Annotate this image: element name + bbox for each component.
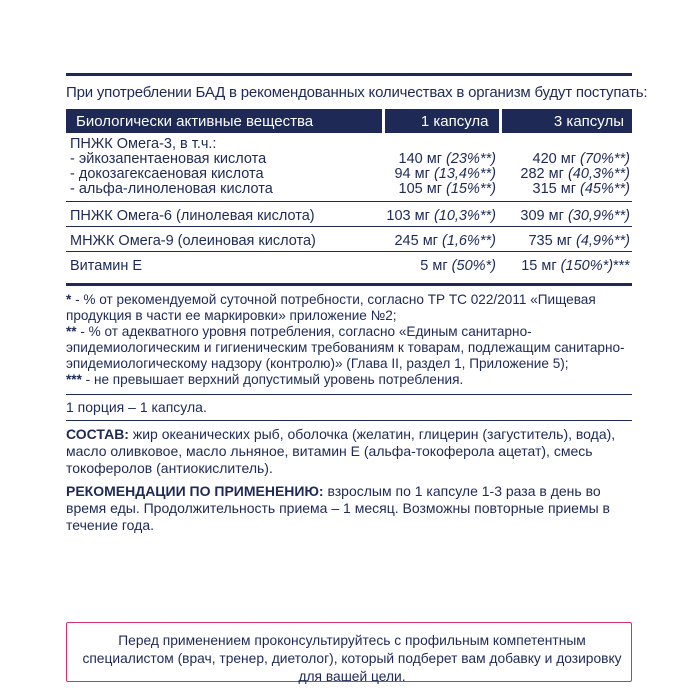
omega3-item-value: 315 мг (45%**) — [532, 181, 630, 197]
omega6-name: ПНЖК Омега-6 (линолевая кислота) — [66, 202, 383, 227]
warning-box — [66, 622, 632, 682]
vitamin-e-value-3: 15 мг (150%*)*** — [521, 258, 630, 274]
omega3-item-name: - докозагексаеновая кислота — [70, 166, 264, 182]
warning-text: Перед применением проконсультируйтесь с профильным компетентным специалистом (врач, тренер, диетолог), который подберет вам добавку и дозировку для вашей цели. — [82, 633, 622, 684]
vitamin-e-value-1: 5 мг (50%*) — [420, 258, 496, 274]
omega6-value-1: 103 мг (10,3%**) — [383, 202, 500, 227]
omega3-item-name: - эйкозапентаеновая кислота — [70, 151, 267, 167]
omega3-item-value: 94 мг (13,4%**) — [394, 166, 496, 182]
top-rule — [66, 73, 632, 76]
composition-section — [66, 426, 632, 477]
omega9-value-3: 735 мг (4,9%**) — [500, 227, 632, 252]
nutrition-table — [66, 109, 632, 276]
omega3-values-3 — [500, 133, 632, 202]
table-row-omega9 — [66, 227, 632, 252]
intro-text: При употреблении БАД в рекомендованных количествах в организм будут поступать: — [66, 84, 648, 101]
portion-text: 1 порция – 1 капсула. — [66, 394, 632, 421]
table-header — [66, 109, 632, 133]
footnotes — [66, 283, 632, 388]
omega3-item-value: 140 мг (23%**) — [398, 151, 496, 167]
table-row-omega3 — [66, 133, 632, 202]
footnote-3: *** - не превышает верхний допустимый уровень потребления. — [66, 372, 464, 387]
composition-text: жир океанических рыб, оболочка (желатин, глицерин (загуститель), вода), масло оливковое, масло льняное, витамин Е (альфа-токоферола ацетат), смесь токоферолов (антиокислитель). — [66, 426, 616, 476]
omega3-title: ПНЖК Омега-3, в т.ч.: — [70, 136, 217, 152]
usage-label: РЕКОМЕНДАЦИИ ПО ПРИМЕНЕНИЮ: — [66, 483, 324, 499]
vitamin-e-name: Витамин Е — [70, 258, 143, 274]
omega6-value-3: 309 мг (30,9%**) — [500, 202, 632, 227]
table-row-omega6 — [66, 202, 632, 227]
omega3-item-value: 420 мг (70%**) — [532, 151, 630, 167]
omega3-item-value: 282 мг (40,3%**) — [520, 166, 630, 182]
footnote-2: ** - % от адекватного уровня потребления, согласно «Единым санитарно-эпидемиологическим и гигиеническим требованиям к товарам, подлежащим санитарно-эпидемиологическому надзору (контролю)» (Глава II, раздел 1, Приложение 5); — [66, 324, 625, 371]
omega3-item-name: - альфа-линоленовая кислота — [70, 181, 273, 197]
header-3-capsules: 3 капсулы — [500, 109, 632, 133]
usage-section — [66, 483, 632, 534]
omega3-names — [66, 133, 383, 202]
table-row-vitamin-e — [66, 252, 632, 277]
omega3-item-value: 105 мг (15%**) — [398, 181, 496, 197]
omega9-name: МНЖК Омега-9 (олеиновая кислота) — [66, 227, 383, 252]
omega9-value-1: 245 мг (1,6%**) — [383, 227, 500, 252]
footnote-1: * - % от рекомендуемой суточной потребности, согласно ТР ТС 022/2011 «Пищевая продукция в части ее маркировки» приложение №2; — [66, 292, 596, 323]
composition-label: СОСТАВ: — [66, 426, 129, 442]
usage-text: взрослым по 1 капсуле 1-3 раза в день во время еды. Продолжительность приема – 1 месяц. Возможны повторные приемы в течение года. — [66, 483, 610, 533]
label-panel — [66, 73, 648, 534]
omega3-values-1 — [383, 133, 500, 202]
header-1-capsule: 1 капсула — [383, 109, 500, 133]
header-substances: Биологически активные вещества — [66, 109, 383, 133]
